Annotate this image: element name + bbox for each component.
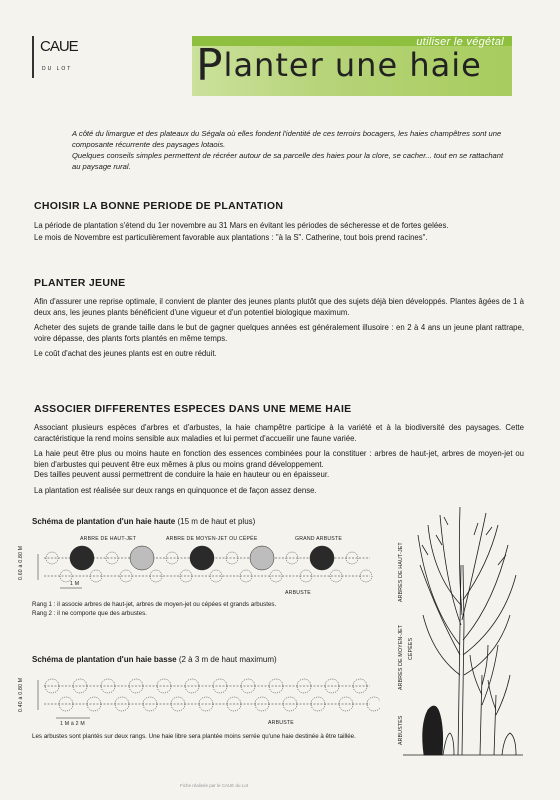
- section-heading: PLANTER JEUNE: [34, 277, 126, 289]
- section-plant-young: [34, 277, 524, 365]
- paragraph: Le coût d'achat des jeunes plants est en outre réduit.: [34, 349, 217, 358]
- paragraph: La plantation est réalisée sur deux rangs en quinquonce et de façon assez dense.: [34, 485, 317, 495]
- label-tall-tree: ARBRE DE HAUT-JET: [80, 536, 137, 542]
- paragraph: Acheter des sujets de grande taille dans le but de gagner quelques années est généralement illusoire : en 2 à 4 ans un jeune plant rattrape, voire dépasse, des plants forts plantés en même temps.: [34, 323, 524, 343]
- section-planting-period: [34, 200, 524, 248]
- section-species-mix: [34, 403, 524, 501]
- schema-tall-title-bold: Schéma de plantation d'un haie haute: [32, 517, 176, 526]
- paragraph: La haie peut être plus ou moins haute en fonction des essences combinées pour la constituer : arbres de haut-jet, arbres de moyen-jet ou bien d'arbustes qui peuvent être eux mêmes à plus ou moins grand développement.: [34, 449, 524, 469]
- legend-row-1: Rang 1 : il associe arbres de haut-jet, arbres de moyen-jet ou cépées et grands arbustes.: [32, 601, 277, 608]
- plant-symbol: [310, 546, 334, 570]
- label-medium-trees: ARBRES DE MOYEN-JET: [398, 624, 404, 690]
- schema-low-title-extra: (2 à 3 m de haut maximum): [176, 655, 277, 664]
- logo-subtext: DU LOT: [42, 66, 73, 72]
- paragraph: Le mois de Novembre est particulièrement favorable aux plantations : "à la S". Catherine, tout bois prend racines".: [34, 232, 428, 242]
- label-tall-trees: ARBRES DE HAUT-JET: [398, 542, 404, 602]
- plant-symbol: [250, 546, 274, 570]
- hedge-illustration: [398, 505, 528, 760]
- logo-text: CAUE: [40, 38, 78, 55]
- plant-symbol: [367, 697, 380, 711]
- label-shrub: ARBUSTE: [285, 590, 311, 596]
- schema-tall-title: [32, 517, 255, 526]
- schema-tall-legend: [32, 601, 382, 618]
- paragraph: Associant plusieurs espèces d'arbres et d'arbustes, la haie champêtre participe à la variété et à la biodiversité des paysages. Cette caractéristique la rend moins sensible aux maladies et lui permet d'accueilir une faune variée.: [34, 423, 524, 443]
- plant-symbol: [70, 546, 94, 570]
- plant-symbol: [130, 546, 154, 570]
- section-tag: utiliser le végétal: [416, 36, 504, 48]
- legend-row-2: Rang 2 : il ne comporte que des arbustes.: [32, 609, 147, 617]
- schema-low-title: [32, 655, 277, 664]
- label-medium-tree: ARBRE DE MOYEN-JET OU CÉPÉE: [166, 536, 258, 542]
- label-shrub-low: ARBUSTE: [268, 720, 294, 726]
- label-cepees: CÉPÉES: [408, 637, 414, 660]
- paragraph: La période de plantation s'étend du 1er novembre au 31 Mars en évitant les périodes de sécheresse et de fortes gelées.: [34, 221, 449, 230]
- intro-line-1: A côté du limargue et des plateaux du Ségala où elles fondent l'identité de ces terroirs bocagers, les haies champêtres sont une composante récurrente des paysages lotaois.: [72, 129, 502, 149]
- dimension-rows-tall: 0.60 à 0.80 M: [18, 545, 24, 580]
- dimension-spacing-low: 1 M à 2 M: [60, 721, 85, 727]
- footer-note: Fiche réalisée par le CAUE du Lot: [180, 783, 249, 788]
- paragraph: Afin d'assurer une reprise optimale, il convient de planter des jeunes plants plutôt que des sujets déjà bien développés. Plantes âgées de 1 à deux ans, les jeunes plants bénéficient d'une vigueur et d'un potentiel biologique maximum.: [34, 297, 524, 317]
- section-heading: ASSOCIER DIFFERENTES ESPECES DANS UNE MEME HAIE: [34, 403, 352, 415]
- paragraph: Des tailles peuvent aussi permettrent de conduire la haie en hauteur ou en épaisseur.: [34, 470, 330, 479]
- label-shrubs: ARBUSTES: [398, 715, 404, 745]
- schema-low-legend: Les arbustes sont plantés sur deux rangs. Une haie libre sera plantée moins serrée qu'une haie destinée à être taillée.: [32, 733, 356, 740]
- low-row-plants: [45, 679, 380, 711]
- intro-line-2: Quelques conseils simples permettent de récréer autour de sa parcelle des haies pour la clore, se cacher... tout en se rattachant au paysage rural.: [72, 151, 504, 171]
- schema-low-title-bold: Schéma de plantation d'un haie basse: [32, 655, 177, 664]
- section-heading: CHOISIR LA BONNE PERIODE DE PLANTATION: [34, 200, 284, 212]
- dimension-spacing-tall: 1 M: [70, 581, 80, 587]
- plant-symbol: [190, 546, 214, 570]
- label-large-shrub: GRAND ARBUSTE: [295, 536, 342, 542]
- schema-tall-title-extra: (15 m de haut et plus): [175, 517, 256, 526]
- page-title: [196, 40, 482, 91]
- title-initial: P: [196, 40, 224, 91]
- tall-row-plants: [46, 546, 372, 582]
- dimension-rows-low: 0.40 à 0.80 M: [18, 677, 24, 712]
- intro-text: [72, 128, 512, 172]
- title-rest: lanter une haie: [223, 46, 482, 84]
